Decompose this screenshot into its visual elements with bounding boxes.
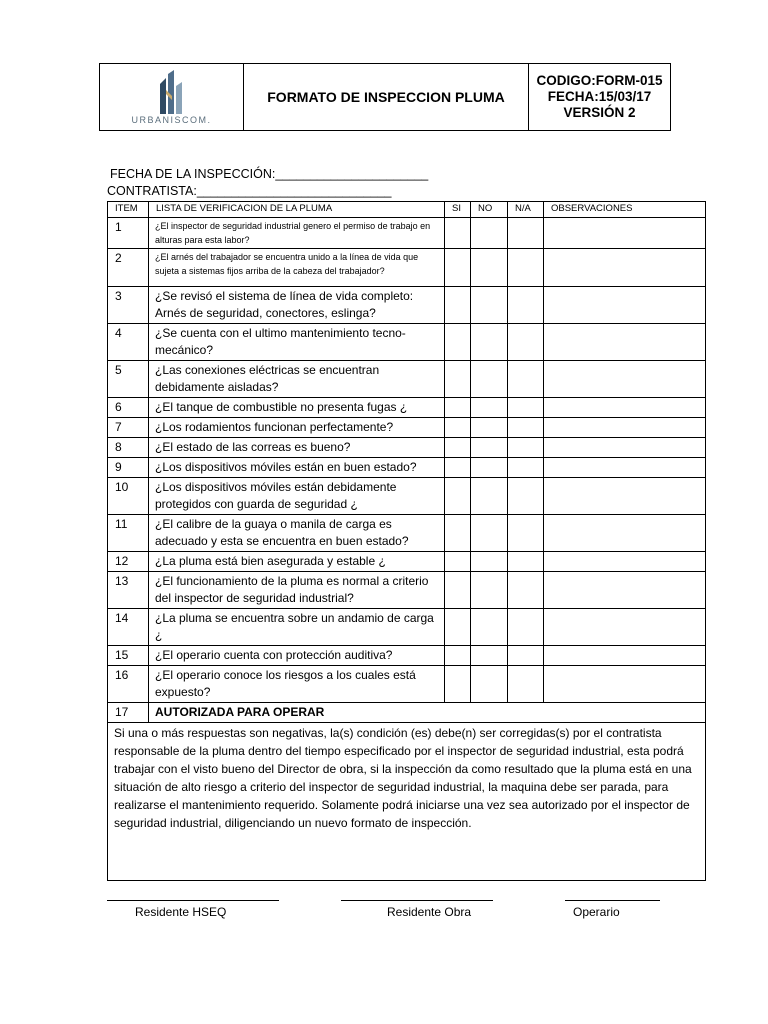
inspection-date-field[interactable]: FECHA DE LA INSPECCIÓN:______________________ [110,167,429,181]
si-cell[interactable] [445,458,471,478]
item-number: 13 [108,572,149,609]
observaciones-cell[interactable] [544,646,706,666]
signature-line-hseq[interactable] [107,900,279,901]
si-cell[interactable] [445,572,471,609]
signature-label-hseq: Residente HSEQ [135,905,227,919]
contractor-field[interactable]: CONTRATISTA:____________________________ [107,184,392,198]
checklist-question: ¿Los dispositivos móviles están debidamente protegidos con guarda de seguridad ¿ [149,478,445,515]
col-header-item: ITEM [108,202,149,218]
checklist-question: ¿El operario cuenta con protección auditiva? [149,646,445,666]
observaciones-cell[interactable] [544,218,706,249]
observaciones-cell[interactable] [544,572,706,609]
col-header-observaciones: OBSERVACIONES [544,202,706,218]
si-cell[interactable] [445,438,471,458]
table-row [108,703,706,723]
si-cell[interactable] [445,418,471,438]
table-row [108,287,706,324]
si-cell[interactable] [445,646,471,666]
no-cell[interactable] [471,249,508,287]
no-cell[interactable] [471,324,508,361]
table-row [108,418,706,438]
observaciones-cell[interactable] [544,666,706,703]
na-cell[interactable] [508,478,544,515]
document-header [99,63,671,131]
item-number: 5 [108,361,149,398]
si-cell[interactable] [445,552,471,572]
item-number: 10 [108,478,149,515]
table-row [108,515,706,552]
no-cell[interactable] [471,418,508,438]
no-cell[interactable] [471,361,508,398]
checklist-question: ¿Los dispositivos móviles están en buen estado? [149,458,445,478]
checklist-question: ¿El calibre de la guaya o manila de carga es adecuado y esta se encuentra en buen estado? [149,515,445,552]
no-cell[interactable] [471,666,508,703]
si-cell[interactable] [445,287,471,324]
company-logo [100,70,243,125]
no-cell[interactable] [471,398,508,418]
checklist-question: ¿El funcionamiento de la pluma es normal a criterio del inspector de seguridad industrial? [149,572,445,609]
table-row [108,249,706,287]
table-row [108,572,706,609]
observaciones-cell[interactable] [544,458,706,478]
item-number: 7 [108,418,149,438]
observaciones-cell[interactable] [544,609,706,646]
na-cell[interactable] [508,218,544,249]
si-cell[interactable] [445,478,471,515]
si-cell[interactable] [445,249,471,287]
form-code: CODIGO:FORM-015 [536,73,663,88]
observaciones-cell[interactable] [544,418,706,438]
item-number: 15 [108,646,149,666]
checklist-question: ¿El estado de las correas es bueno? [149,438,445,458]
si-cell[interactable] [445,324,471,361]
observaciones-cell[interactable] [544,361,706,398]
observaciones-cell[interactable] [544,552,706,572]
col-header-na: N/A [508,202,544,218]
na-cell[interactable] [508,458,544,478]
no-cell[interactable] [471,458,508,478]
observaciones-cell[interactable] [544,515,706,552]
observaciones-cell[interactable] [544,324,706,361]
no-cell[interactable] [471,646,508,666]
item-number: 14 [108,609,149,646]
logo-wordmark: URBANISCOM. [131,114,212,125]
item-number: 3 [108,287,149,324]
signature-label-obra: Residente Obra [387,905,472,919]
na-cell[interactable] [508,666,544,703]
item-number: 1 [108,218,149,249]
table-header-row [108,202,706,218]
item-number: 4 [108,324,149,361]
col-header-no: NO [471,202,508,218]
item-number: 12 [108,552,149,572]
no-cell[interactable] [471,609,508,646]
table-row [108,666,706,703]
checklist-table [107,201,706,881]
na-cell[interactable] [508,646,544,666]
no-cell[interactable] [471,438,508,458]
na-cell[interactable] [508,438,544,458]
form-code-block [529,64,671,131]
na-cell[interactable] [508,287,544,324]
table-row [108,324,706,361]
table-row [108,218,706,249]
table-row [108,478,706,515]
na-cell[interactable] [508,552,544,572]
na-cell[interactable] [508,398,544,418]
checklist-question: ¿El operario conoce los riesgos a los cuales está expuesto? [149,666,445,703]
table-row [108,646,706,666]
no-cell[interactable] [471,287,508,324]
na-cell[interactable] [508,609,544,646]
note-row [108,723,706,881]
item-number: 8 [108,438,149,458]
checklist-question: ¿La pluma se encuentra sobre un andamio de carga ¿ [149,609,445,646]
si-cell[interactable] [445,398,471,418]
signature-line-obra[interactable] [341,900,493,901]
na-cell[interactable] [508,418,544,438]
observaciones-cell[interactable] [544,287,706,324]
no-cell[interactable] [471,515,508,552]
si-cell[interactable] [445,361,471,398]
form-version: VERSIÓN 2 [563,105,636,120]
item-number: 9 [108,458,149,478]
building-logo-icon [152,70,192,114]
table-row [108,361,706,398]
table-row [108,609,706,646]
si-cell[interactable] [445,666,471,703]
table-row [108,458,706,478]
item-number: 6 [108,398,149,418]
na-cell[interactable] [508,361,544,398]
table-row [108,552,706,572]
checklist-question: ¿Las conexiones eléctricas se encuentran debidamente aisladas? [149,361,445,398]
checklist-question: ¿La pluma está bien asegurada y estable ¿ [149,552,445,572]
checklist-question: ¿Se cuenta con el ultimo mantenimiento tecno-mecánico? [149,324,445,361]
checklist-question: AUTORIZADA PARA OPERAR [149,703,706,723]
signature-line-operario[interactable] [565,900,660,901]
checklist-question: ¿Se revisó el sistema de línea de vida completo: Arnés de seguridad, conectores, eslinga? [149,287,445,324]
item-number: 11 [108,515,149,552]
checklist-question: ¿El arnés del trabajador se encuentra unido a la línea de vida que sujeta a sistemas fijos arriba de la cabeza del trabajador? [149,249,445,287]
checklist-body [108,202,706,881]
observaciones-cell[interactable] [544,438,706,458]
item-number: 16 [108,666,149,703]
signature-label-operario: Operario [573,905,620,919]
checklist-question: ¿El inspector de seguridad industrial genero el permiso de trabajo en alturas para esta labor? [149,218,445,249]
na-cell[interactable] [508,324,544,361]
si-cell[interactable] [445,609,471,646]
na-cell[interactable] [508,572,544,609]
no-cell[interactable] [471,572,508,609]
form-date: FECHA:15/03/17 [547,89,652,104]
item-number: 17 [108,703,149,723]
no-cell[interactable] [471,478,508,515]
observaciones-cell[interactable] [544,398,706,418]
na-cell[interactable] [508,249,544,287]
no-cell[interactable] [471,218,508,249]
checklist-question: ¿Los rodamientos funcionan perfectamente? [149,418,445,438]
logo-cell [100,64,244,131]
checklist-question: ¿El tanque de combustible no presenta fugas ¿ [149,398,445,418]
no-cell[interactable] [471,552,508,572]
na-cell[interactable] [508,515,544,552]
si-cell[interactable] [445,218,471,249]
conditions-note: Si una o más respuestas son negativas, la(s) condición (es) debe(n) ser corregidas(s) por el contratista responsable de la pluma dentro del tiempo especificado por el inspector de seguridad industrial, esta podrá trabajar con el visto bueno del Director de obra, si la inspección da como resultado que la pluma está en una situación de alto riesgo a criterio del inspector de seguridad industrial, la maquina debe ser parada, para realizarse el mantenimiento requerido. Solamente podrá iniciarse una vez sea autorizado por el inspector de seguridad industrial, diligenciando un nuevo formato de inspección. [108,723,706,881]
table-row [108,398,706,418]
item-number: 2 [108,249,149,287]
si-cell[interactable] [445,515,471,552]
table-row [108,438,706,458]
col-header-si: SI [445,202,471,218]
col-header-list: LISTA DE VERIFICACION DE LA PLUMA [149,202,445,218]
observaciones-cell[interactable] [544,249,706,287]
observaciones-cell[interactable] [544,478,706,515]
form-title: FORMATO DE INSPECCION PLUMA [244,64,529,131]
